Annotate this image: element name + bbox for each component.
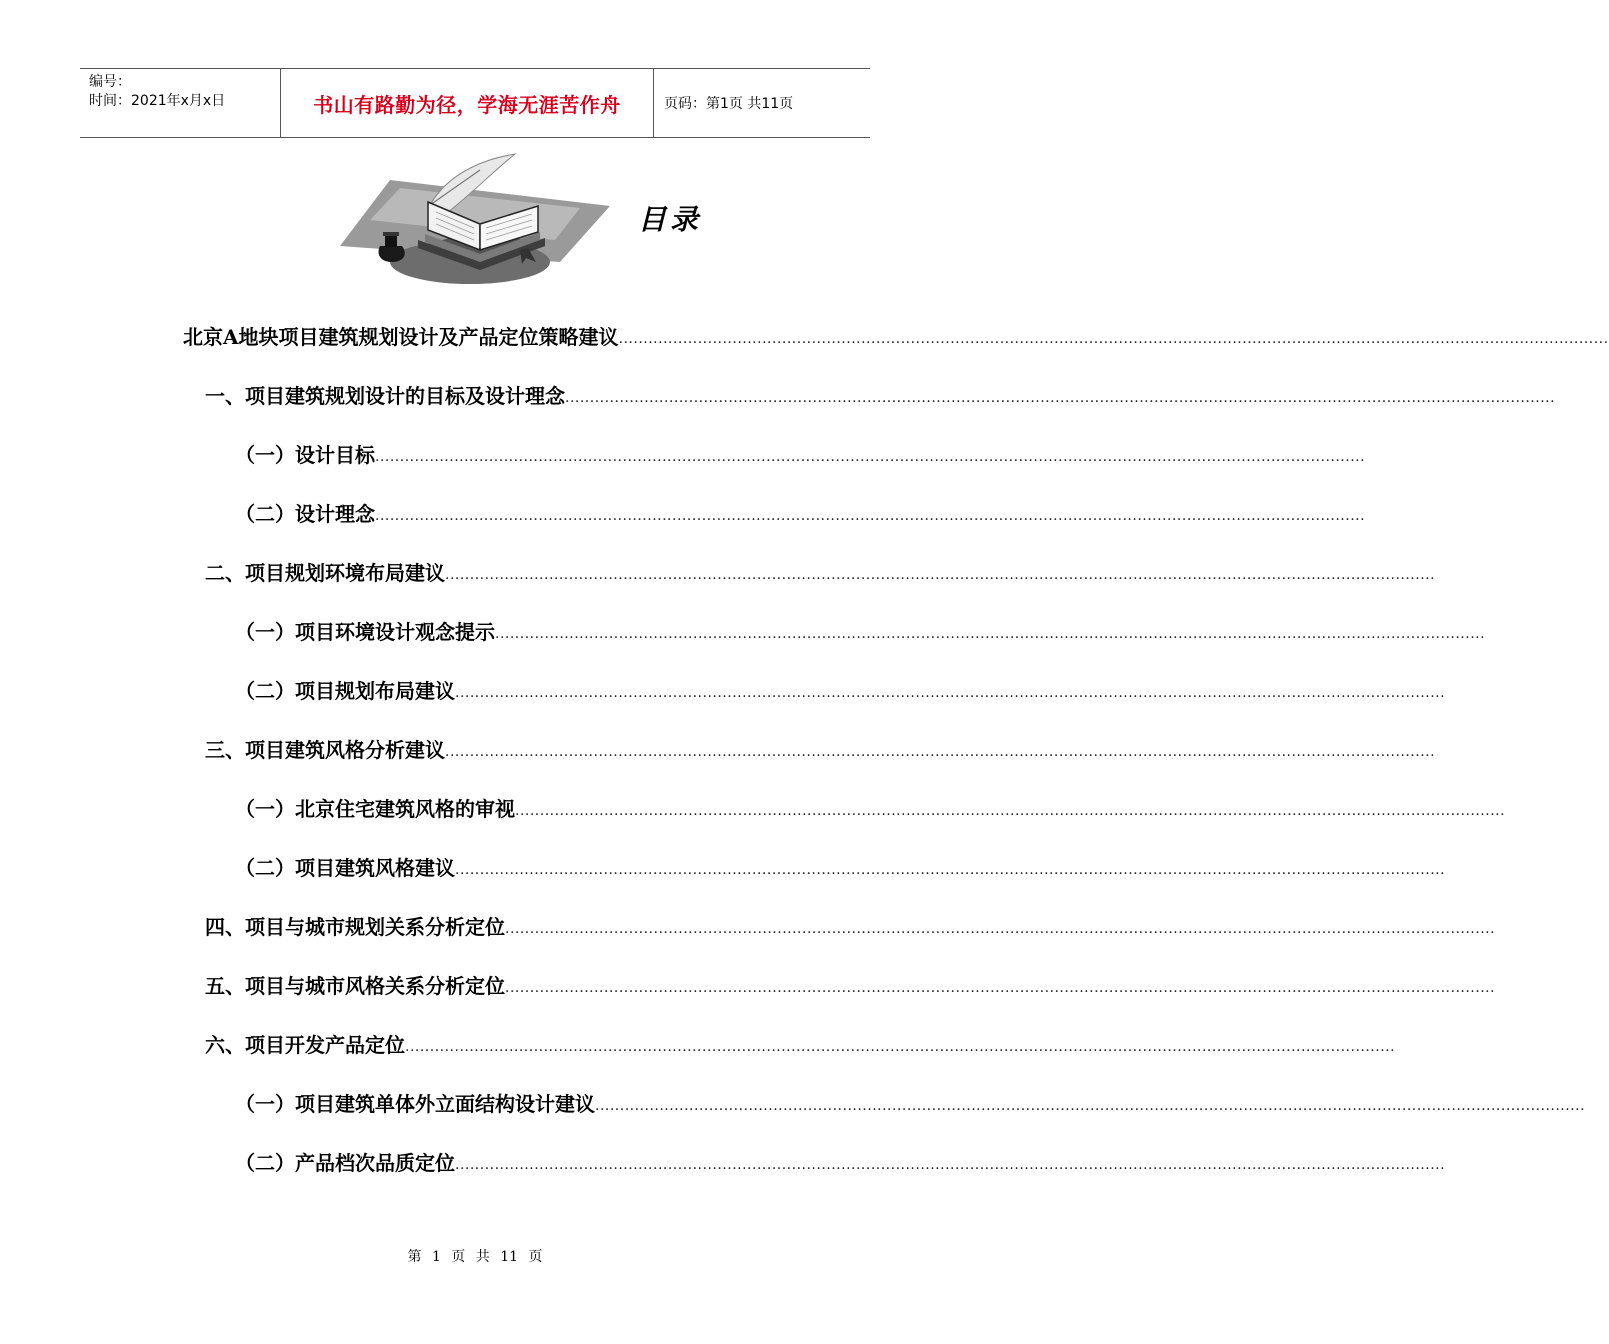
toc-entry-label: 六、项目开发产品定位 — [205, 1033, 405, 1057]
toc-entry[interactable] — [0, 379, 1556, 409]
page-label: 页码：第1页 共11页 — [664, 96, 794, 112]
toc-title: 目录 — [638, 203, 703, 236]
number-label: 编号： — [89, 74, 131, 90]
toc-entry-label: （一）项目建筑单体外立面结构设计建议 — [235, 1092, 595, 1116]
toc-entry[interactable] — [0, 851, 1446, 881]
toc-entry-label: （一）北京住宅建筑风格的审视 — [235, 797, 515, 821]
toc-entry[interactable] — [0, 497, 1366, 527]
toc-entry[interactable] — [0, 910, 1496, 940]
toc-entry[interactable] — [0, 674, 1446, 704]
toc-dot-leader: ........................................................................................................................................................................................................ — [445, 744, 1436, 760]
toc-entry-label: （二）产品档次品质定位 — [235, 1151, 455, 1175]
toc-entry[interactable] — [0, 556, 1436, 586]
toc-entry-label: 四、项目与城市规划关系分析定位 — [205, 915, 505, 939]
toc-dot-leader: ........................................................................................................................................................................................................ — [505, 921, 1496, 937]
toc-dot-leader: ........................................................................................................................................................................................................ — [505, 980, 1496, 996]
toc-entry[interactable] — [0, 1028, 1396, 1058]
toc-entry[interactable] — [0, 320, 1609, 350]
toc-dot-leader: ........................................................................................................................................................................................................ — [455, 862, 1446, 878]
time-label: 时间：2021年x月x日 — [89, 93, 226, 109]
toc-dot-leader: ........................................................................................................................................................................................................ — [495, 626, 1486, 642]
toc-entry[interactable] — [0, 792, 1506, 822]
toc-dot-leader: ........................................................................................................................................................................................................ — [445, 567, 1436, 583]
toc-entry[interactable] — [0, 733, 1436, 763]
toc-entry-label: （一）项目环境设计观念提示 — [235, 620, 495, 644]
book-illustration-icon — [330, 150, 620, 290]
toc-entry-label: 一、项目建筑规划设计的目标及设计理念 — [205, 384, 565, 408]
header-meta-cell — [80, 69, 281, 137]
toc-entry[interactable] — [0, 1146, 1446, 1176]
toc-dot-leader: ........................................................................................................................................................................................................ — [618, 331, 1609, 347]
document-header — [80, 68, 870, 138]
page-footer: 第 1 页 共 11 页 — [407, 1249, 543, 1265]
toc-entry-label: （一）设计目标 — [235, 443, 375, 467]
toc-dot-leader: ........................................................................................................................................................................................................ — [515, 803, 1506, 819]
toc-entry-label: （二）项目规划布局建议 — [235, 679, 455, 703]
toc-dot-leader: ........................................................................................................................................................................................................ — [455, 685, 1446, 701]
toc-entry[interactable] — [0, 969, 1496, 999]
toc-entry-label: 二、项目规划环境布局建议 — [205, 561, 445, 585]
toc-dot-leader: ........................................................................................................................................................................................................ — [565, 390, 1556, 406]
toc-dot-leader: ........................................................................................................................................................................................................ — [455, 1157, 1446, 1173]
motto: 书山有路勤为径，学海无涯苦作舟 — [281, 69, 654, 137]
toc-entry[interactable] — [0, 438, 1366, 468]
toc-dot-leader: ........................................................................................................................................................................................................ — [375, 508, 1366, 524]
toc-entry-label: 北京A地块项目建筑规划设计及产品定位策略建议 — [183, 325, 619, 349]
toc-dot-leader: ........................................................................................................................................................................................................ — [405, 1039, 1396, 1055]
toc-entry[interactable] — [0, 1087, 1586, 1117]
toc-entry-label: 三、项目建筑风格分析建议 — [205, 738, 445, 762]
toc-entry-label: 五、项目与城市风格关系分析定位 — [205, 974, 505, 998]
toc-entry[interactable] — [0, 615, 1486, 645]
toc-dot-leader: ........................................................................................................................................................................................................ — [595, 1098, 1586, 1114]
toc-entry-label: （二）设计理念 — [235, 502, 375, 526]
toc-entry-label: （二）项目建筑风格建议 — [235, 856, 455, 880]
toc-dot-leader: ........................................................................................................................................................................................................ — [375, 449, 1366, 465]
